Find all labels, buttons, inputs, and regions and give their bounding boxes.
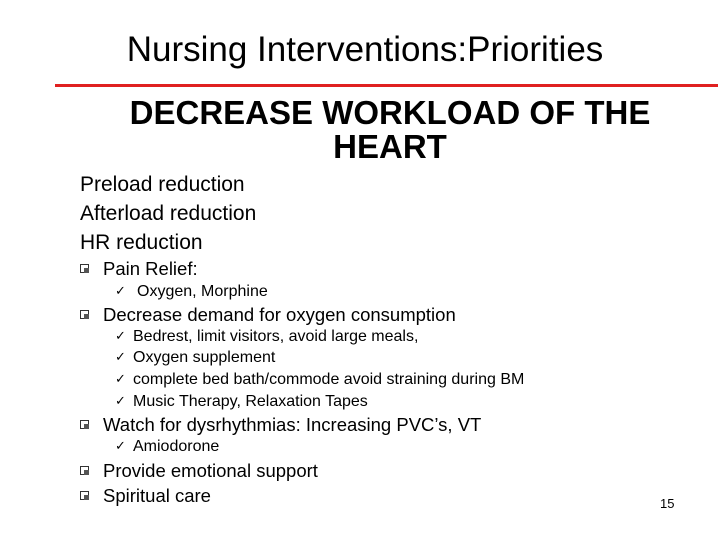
square-bullet-icon [80,420,89,429]
plain-line: HR reduction [80,231,203,254]
sub-bullet-text: complete bed bath/commode avoid straining during BM [133,371,525,388]
heading-line-2: HEART [333,128,447,165]
heading-line-1: DECREASE WORKLOAD OF THE [129,94,651,131]
sub-bullet-text: Amiodorone [133,438,220,455]
bullet-text: Watch for dysrhythmias: Increasing PVC’s, VT [103,414,482,435]
page-number: 15 [660,496,675,511]
checkmark-icon: ✓ [115,328,126,343]
plain-line: Afterload reduction [80,202,257,225]
slide-title: Nursing Interventions:Priorities [126,30,604,69]
checkmark-icon: ✓ [115,371,126,386]
plain-line: Preload reduction [80,173,245,196]
sub-bullet-text: Bedrest, limit visitors, avoid large meals, [133,328,419,345]
square-bullet-icon [80,264,89,273]
square-bullet-icon [80,466,89,475]
slide-heading [60,96,720,164]
sub-bullet-text: Oxygen supplement [133,349,276,366]
sub-bullet-text: Oxygen, Morphine [137,283,268,300]
checkmark-icon: ✓ [115,349,126,364]
bullet-text: Provide emotional support [103,460,318,481]
bullet-text: Decrease demand for oxygen consumption [103,304,456,325]
bullet-text: Spiritual care [103,485,211,506]
checkmark-icon: ✓ [115,393,126,408]
square-bullet-icon [80,491,89,500]
title-divider [55,84,718,87]
square-bullet-icon [80,310,89,319]
checkmark-icon: ✓ [115,283,126,298]
sub-bullet-text: Music Therapy, Relaxation Tapes [133,393,368,410]
bullet-text: Pain Relief: [103,258,198,279]
checkmark-icon: ✓ [115,438,126,453]
plain-list [80,170,256,257]
